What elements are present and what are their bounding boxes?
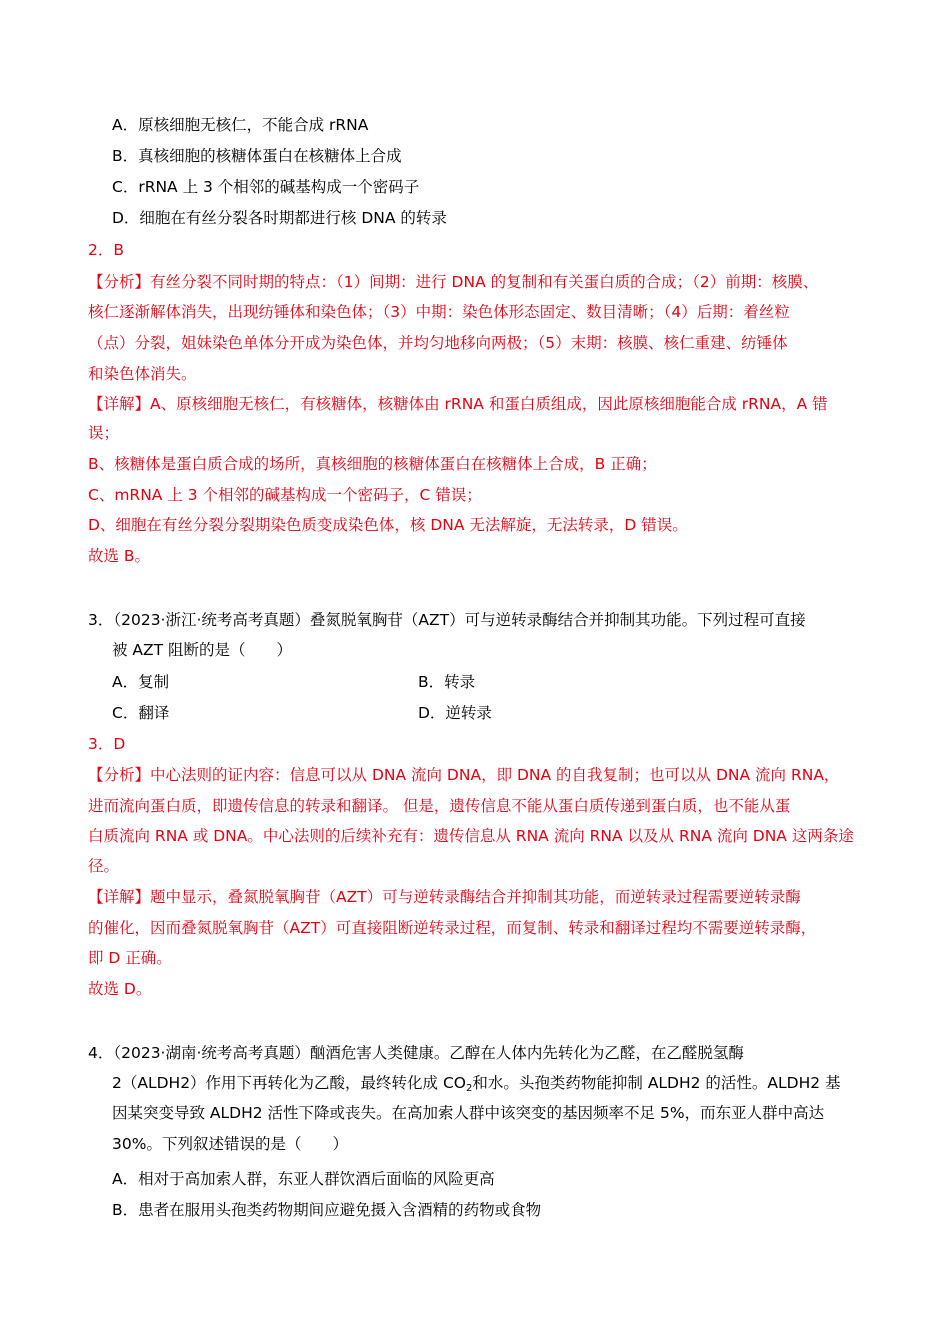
q3-analysis-line-4: 径。: [88, 857, 120, 875]
q4-stem-line-1: 4．（2023·湖南·统考高考真题）酗酒危害人类健康。乙醇在人体内先转化为乙醛，在乙醛脱氢酶: [88, 1044, 744, 1062]
q2-detail-line-3: B、核糖体是蛋白质合成的场所，真核细胞的核糖体蛋白在核糖体上合成，B 正确；: [88, 455, 657, 473]
q2-answer: 2．B: [88, 241, 124, 259]
q3-detail-line-2: 的催化，因而叠氮脱氧胸苷（AZT）可直接阻断逆转录过程，而复制、转录和翻译过程均不需要逆转录酶，: [88, 919, 817, 937]
q4-stem-line-4: 30%。下列叙述错误的是（ ）: [112, 1135, 348, 1153]
q2-analysis-line-4: 和染色体消失。: [88, 365, 197, 383]
q2-detail-line-2: 误；: [88, 424, 120, 442]
q2-option-c: C．rRNA 上 3 个相邻的碱基构成一个密码子: [112, 178, 420, 196]
q2-analysis-line-2: 核仁逐渐解体消失，出现纺锤体和染色体；（3）中期：染色体形态固定、数目清晰；（4）后期：着丝粒: [88, 303, 790, 321]
q2-option-b: B．真核细胞的核糖体蛋白在核糖体上合成: [112, 147, 402, 165]
q2-detail-line-1: 【详解】A、原核细胞无核仁，有核糖体，核糖体由 rRNA 和蛋白质组成，因此原核细胞能合成 rRNA，A 错: [88, 395, 828, 413]
q4-stem-line-2: 2（ALDH2）作用下再转化为乙酸，最终转化成 $CO_2$和水。头孢类药物能抑制 ALDH2 的活性。ALDH2 基: [112, 1074, 841, 1094]
q3-conclusion: 故选 D。: [88, 980, 152, 998]
q3-analysis-label: 【分析】: [88, 766, 151, 784]
q4-option-a: A．相对于高加索人群，东亚人群饮酒后面临的风险更高: [112, 1170, 495, 1188]
q3-detail-line-1: 【详解】题中显示，叠氮脱氧胸苷（AZT）可与逆转录酶结合并抑制其功能，而逆转录过程需要逆转录酶: [88, 888, 801, 906]
q3-detail-label: 【详解】: [88, 888, 151, 906]
q3-stem-line-1: 3．（2023·浙江·统考高考真题）叠氮脱氧胸苷（AZT）可与逆转录酶结合并抑制其功能。下列过程可直接: [88, 611, 806, 629]
co2-subscript: 2: [466, 1083, 473, 1094]
q2-option-a: A．原核细胞无核仁，不能合成 rRNA: [112, 116, 369, 134]
q2-analysis-label: 【分析】: [88, 273, 151, 291]
q3-option-a: A．复制: [112, 673, 170, 691]
q4-stem-line-3: 因某突变导致 ALDH2 活性下降或丧失。在高加索人群中该突变的基因频率不足 5%，而东亚人群中高达: [112, 1104, 825, 1122]
q2-option-d: D．细胞在有丝分裂各时期都进行核 DNA 的转录: [112, 209, 447, 227]
q2-detail-line-4: C、mRNA 上 3 个相邻的碱基构成一个密码子，C 错误；: [88, 486, 482, 504]
q2-detail-line-5: D、细胞在有丝分裂分裂期染色质变成染色体，核 DNA 无法解旋，无法转录，D 错误。: [88, 516, 688, 534]
q2-analysis-line-3: （点）分裂，姐妹染色单体分开成为染色体，并均匀地移向两极；（5）末期：核膜、核仁重建、纺锤体: [88, 334, 788, 352]
q3-answer: 3．D: [88, 735, 126, 753]
q2-detail-label: 【详解】: [88, 395, 151, 413]
q2-conclusion: 故选 B。: [88, 547, 151, 565]
q3-option-d: D．逆转录: [418, 704, 492, 722]
q3-option-b: B．转录: [418, 673, 476, 691]
q3-analysis-line-2: 进而流向蛋白质，即遗传信息的转录和翻译。 但是，遗传信息不能从蛋白质传递到蛋白质，也不能从蛋: [88, 797, 791, 815]
q3-analysis-line-3: 白质流向 RNA 或 DNA。中心法则的后续补充有：遗传信息从 RNA 流向 RNA 以及从 RNA 流向 DNA 这两条途: [88, 827, 854, 845]
q2-analysis-line-1: 【分析】有丝分裂不同时期的特点：（1）间期：进行 DNA 的复制和有关蛋白质的合成；（2）前期：核膜、: [88, 273, 819, 291]
q3-detail-line-3: 即 D 正确。: [88, 949, 172, 967]
q3-stem-line-2: 被 AZT 阻断的是（ ）: [112, 641, 293, 659]
q3-analysis-line-1: 【分析】中心法则的证内容：信息可以从 DNA 流向 DNA，即 DNA 的自我复制；也可以从 DNA 流向 RNA，: [88, 766, 840, 784]
q4-option-b: B．患者在服用头孢类药物期间应避免摄入含酒精的药物或食物: [112, 1201, 542, 1219]
q3-option-c: C．翻译: [112, 704, 170, 722]
